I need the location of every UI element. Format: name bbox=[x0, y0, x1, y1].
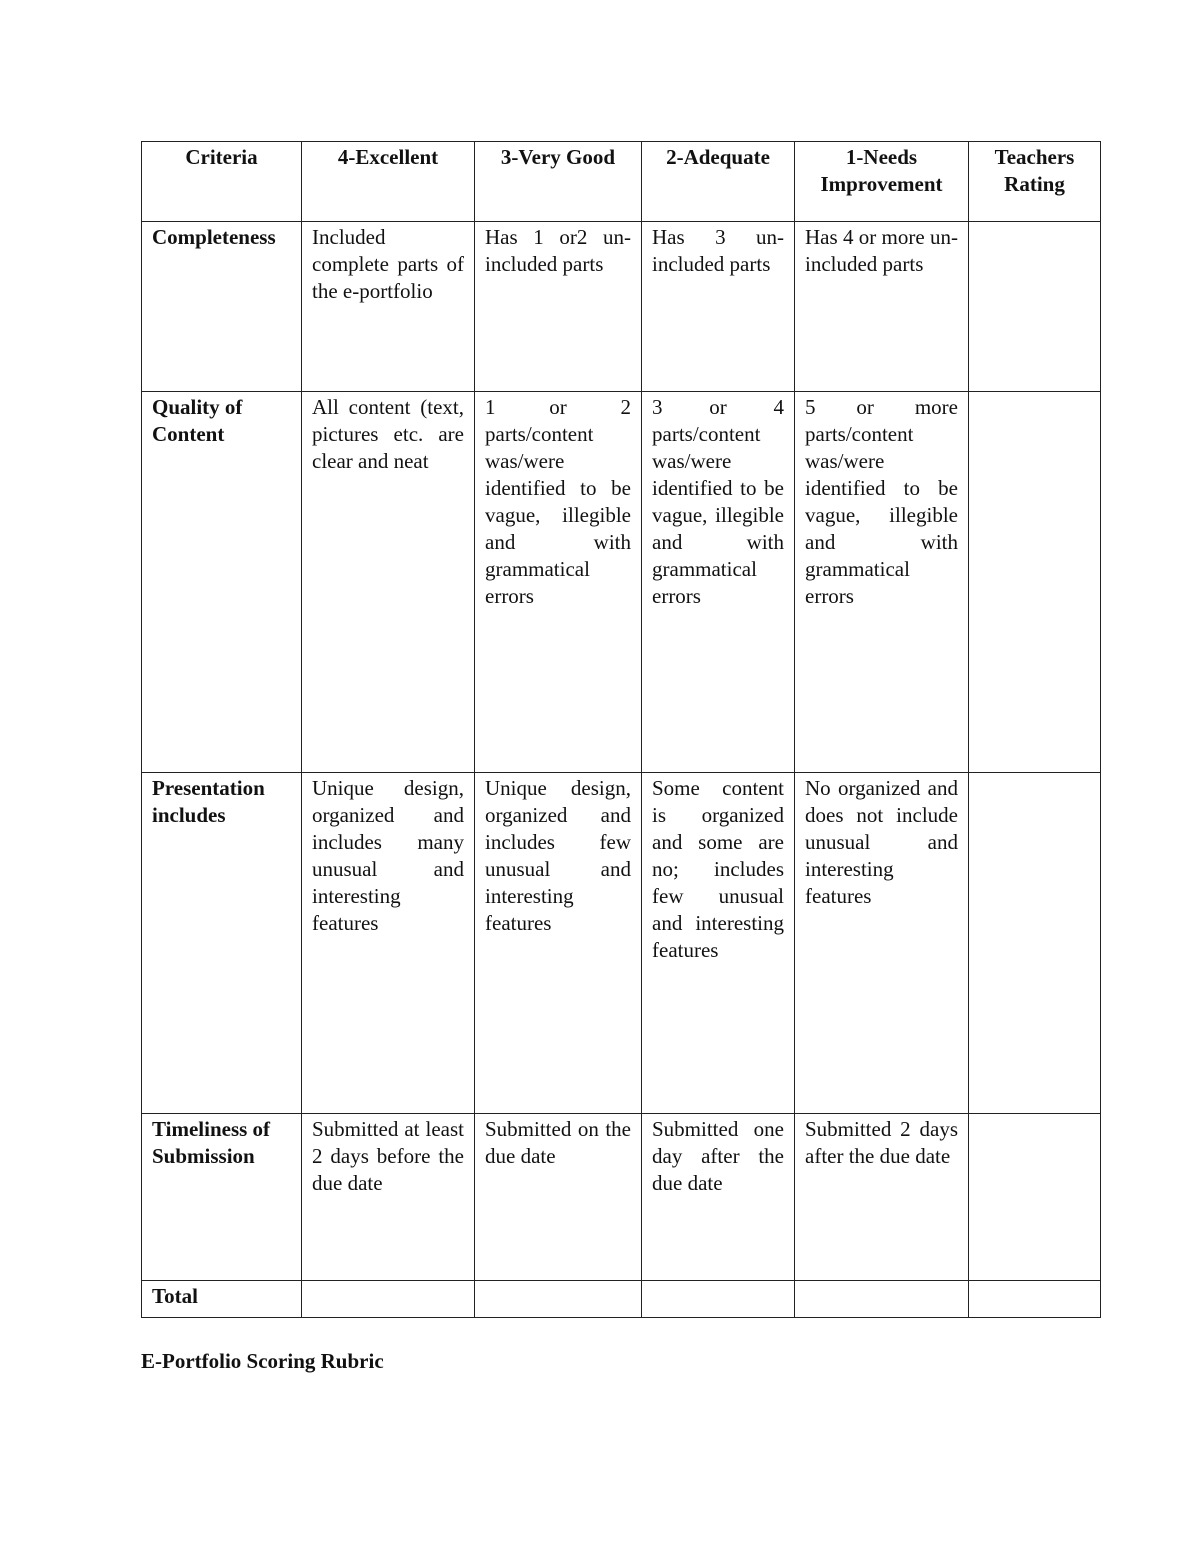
adequate-cell bbox=[642, 1281, 795, 1318]
header-excellent: 4-Excellent bbox=[302, 142, 475, 222]
adequate-cell: Has 3 un-included parts bbox=[642, 222, 795, 392]
excellent-cell: All content (text, pictures etc. are clear and neat bbox=[302, 392, 475, 773]
rubric-table bbox=[141, 141, 1101, 1318]
very-good-cell: Has 1 or2 un-included parts bbox=[475, 222, 642, 392]
needs-improvement-cell: Has 4 or more un-included parts bbox=[795, 222, 969, 392]
needs-improvement-cell: 5 or more parts/content was/were identified to be vague, illegible and with grammatical errors bbox=[795, 392, 969, 773]
adequate-cell: Some content is organized and some are no; includes few unusual and interesting features bbox=[642, 773, 795, 1114]
excellent-cell: Unique design, organized and includes many unusual and interesting features bbox=[302, 773, 475, 1114]
needs-improvement-cell: No organized and does not include unusual and interesting features bbox=[795, 773, 969, 1114]
table-row bbox=[142, 222, 1101, 392]
needs-improvement-cell: Submitted 2 days after the due date bbox=[795, 1114, 969, 1281]
very-good-cell: 1 or 2 parts/content was/were identified to be vague, illegible and with grammatical errors bbox=[475, 392, 642, 773]
total-row bbox=[142, 1281, 1101, 1318]
header-teachers-rating: Teachers Rating bbox=[969, 142, 1101, 222]
rubric-caption: E-Portfolio Scoring Rubric bbox=[141, 1349, 384, 1373]
excellent-cell bbox=[302, 1281, 475, 1318]
needs-improvement-cell bbox=[795, 1281, 969, 1318]
rating-cell bbox=[969, 392, 1101, 773]
table-row bbox=[142, 392, 1101, 773]
excellent-cell: Included complete parts of the e-portfolio bbox=[302, 222, 475, 392]
header-very-good: 3-Very Good bbox=[475, 142, 642, 222]
criteria-cell: Presentation includes bbox=[142, 773, 302, 1114]
table-row bbox=[142, 773, 1101, 1114]
adequate-cell: 3 or 4 parts/content was/were identified to be vague, illegible and with grammatical errors bbox=[642, 392, 795, 773]
header-needs-improvement: 1-Needs Improvement bbox=[795, 142, 969, 222]
header-criteria: Criteria bbox=[142, 142, 302, 222]
table-row bbox=[142, 1114, 1101, 1281]
header-row bbox=[142, 142, 1101, 222]
criteria-cell: Timeliness of Submission bbox=[142, 1114, 302, 1281]
very-good-cell bbox=[475, 1281, 642, 1318]
rating-cell bbox=[969, 1114, 1101, 1281]
adequate-cell: Submitted one day after the due date bbox=[642, 1114, 795, 1281]
rating-cell bbox=[969, 222, 1101, 392]
header-adequate: 2-Adequate bbox=[642, 142, 795, 222]
criteria-cell: Quality of Content bbox=[142, 392, 302, 773]
very-good-cell: Unique design, organized and includes few unusual and interesting features bbox=[475, 773, 642, 1114]
rating-cell bbox=[969, 773, 1101, 1114]
criteria-cell: Completeness bbox=[142, 222, 302, 392]
rating-cell bbox=[969, 1281, 1101, 1318]
criteria-cell: Total bbox=[142, 1281, 302, 1318]
excellent-cell: Submitted at least 2 days before the due date bbox=[302, 1114, 475, 1281]
very-good-cell: Submitted on the due date bbox=[475, 1114, 642, 1281]
